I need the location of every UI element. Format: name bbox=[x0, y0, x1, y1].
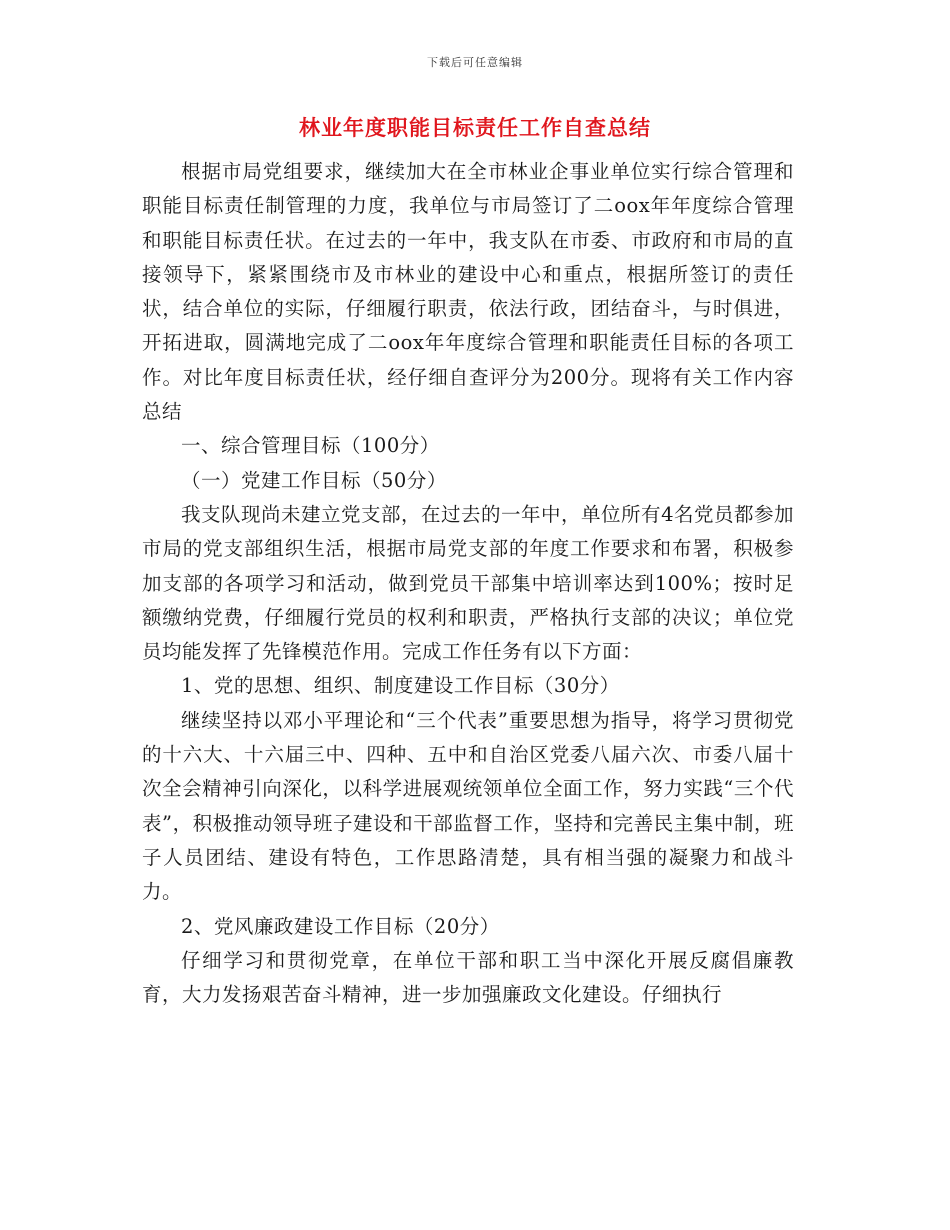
item-heading-ideology-organization: 1、党的思想、组织、制度建设工作目标（30分） bbox=[181, 674, 620, 698]
document-body bbox=[142, 155, 794, 1012]
subsection-heading-party-building: （一）党建工作目标（50分） bbox=[181, 468, 447, 492]
item-heading-clean-government: 2、党风廉政建设工作目标（20分） bbox=[181, 914, 500, 938]
header-note: 下载后可任意编辑 bbox=[427, 56, 523, 69]
paragraph-intro: 根据市局党组要求，继续加大在全市林业企事业单位实行综合管理和职能目标责任制管理的力度，我单位与市局签订了二oox年年度综合管理和职能目标责任状。在过去的一年中，我支队在市委、市政府和市局的直接领导下，紧紧围绕市及市林业的建设中心和重点，根据所签订的责任状，结合单位的实际，仔细履行职责，依法行政，团结奋斗，与时俱进，开拓进取，圆满地完成了二oox年年度综合管理和职能责任目标的各项工作。对比年度目标责任状，经仔细自查评分为200分。现将有关工作内容总结 bbox=[142, 160, 794, 424]
paragraph-clean-government: 仔细学习和贯彻党章，在单位干部和职工当中深化开展反腐倡廉教育，大力发扬艰苦奋斗精神，进一步加强廉政文化建设。仔细执行 bbox=[142, 948, 794, 1007]
document-title: 林业年度职能目标责任工作自查总结 bbox=[299, 115, 651, 140]
paragraph-party-building: 我支队现尚未建立党支部，在过去的一年中，单位所有4名党员都参加市局的党支部组织生活，根据市局党支部的年度工作要求和布署，积极参加支部的各项学习和活动，做到党员干部集中培训率达到100%；按时足额缴纳党费，仔细履行党员的权利和职责，严格执行支部的决议；单位党员均能发挥了先锋模范作用。完成工作任务有以下方面： bbox=[142, 502, 794, 664]
section-heading-comprehensive-management: 一、综合管理目标（100分） bbox=[181, 434, 440, 458]
paragraph-ideology-organization: 继续坚持以邓小平理论和“三个代表”重要思想为指导，将学习贯彻党的十六大、十六届三中、四种、五中和自治区党委八届六次、市委八届十次全会精神引向深化，以科学进展观统领单位全面工作，努力实践“三个代表”，积极推动领导班子建设和干部监督工作，坚持和完善民主集中制，班子人员团结、建设有特色，工作思路清楚，具有相当强的凝聚力和战斗力。 bbox=[142, 708, 794, 904]
